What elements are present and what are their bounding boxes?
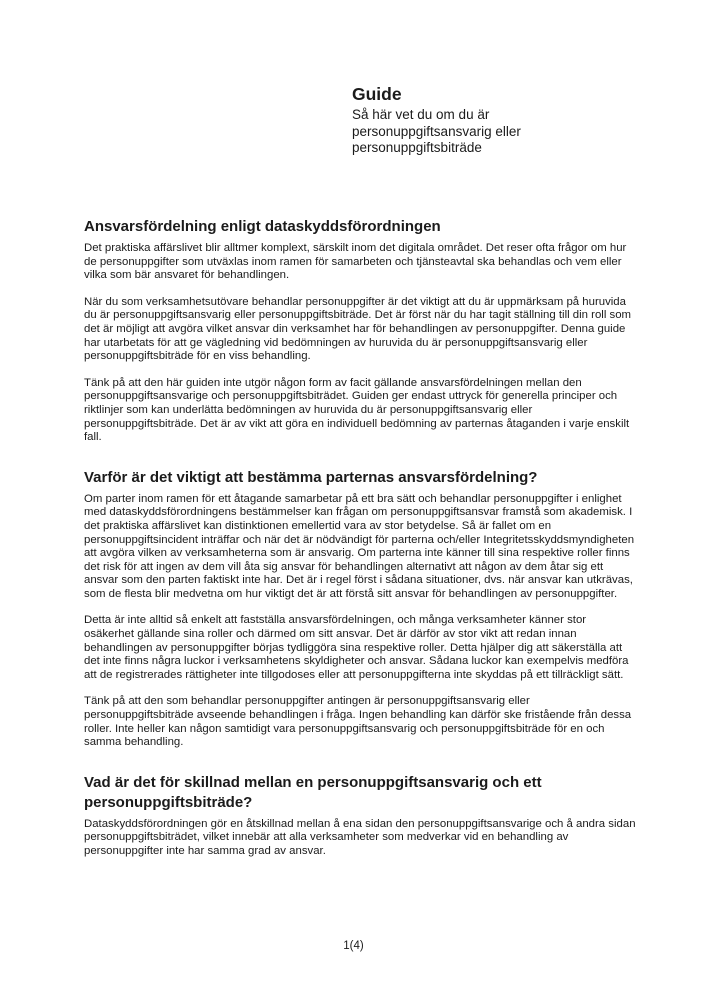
document-body xyxy=(84,217,636,859)
section-heading: Ansvarsfördelning enligt dataskyddsförordningen xyxy=(84,218,441,235)
section-varfor-viktigt xyxy=(84,468,636,750)
title-block xyxy=(352,84,567,157)
paragraph: Det praktiska affärslivet blir alltmer komplext, särskilt inom det digitala området. Det reser ofta frågor om hur de personuppgifter som utväxlas inom ramen för samarbeten och tjänsteavtal ska behandlas och vem eller vilka som bär ansvaret för behandlingen. xyxy=(84,242,627,282)
paragraph: Tänk på att den som behandlar personuppgifter antingen är personuppgiftsansvarig eller personuppgiftsbiträde avseende behandlingen i fråga. Ingen behandling kan därför ske fristående från dessa roller. Inte heller kan någon samtidigt vara personuppgiftsansvarig och personuppgiftsbiträde för en och samma behandling. xyxy=(84,695,632,749)
section-heading: Varför är det viktigt att bestämma parternas ansvarsfördelning? xyxy=(84,468,538,486)
paragraph: Om parter inom ramen för ett åtagande samarbetar på ett bra sätt och behandlar personuppgifter i enlighet med dataskyddsförordningens bestämmelser kan frågan om personuppgiftsansvar framstå som akademisk. I det praktiska affärslivet kan distinktionen emellertid vara av stor betydelse. Så är fallet om en personuppgiftsincident inträffar och när det är nödvändigt för parterna och/eller Integritetsskyddsmyndigheten att avgöra vilken av verksamheterna som är ansvarig. Om parterna inte känner till sina respektive roller finns det risk för att ingen av dem vill åta sig ansvar för behandlingen alternativt att någon av dem åtar sig ett ansvar som den parten faktiskt inte har. Det är i regel först i sådana situationer, dvs. när ansvar kan utkrävas, som de flesta blir medvetna om hur viktigt det är att förstå sitt ansvar för behandlingen av personuppgifter. xyxy=(84,492,635,600)
paragraph: Dataskyddsförordningen gör en åtskillnad mellan å ena sidan den personuppgiftsansvarige och å andra sidan personuppgiftsbiträdet, vilket innebär att alla verksamheter som medverkar vid en behandling av personuppgifter inte har samma grad av ansvar. xyxy=(84,817,636,857)
document-subtitle: Så här vet du om du är personuppgiftsansvarig eller personuppgiftsbiträde xyxy=(352,107,521,155)
paragraph: När du som verksamhetsutövare behandlar personuppgifter är det viktigt att du är uppmärksam på huruvida du är personuppgiftsansvarig eller personuppgiftsbiträde. Det är först när du har tagit ställning till din roll som det är möjligt att avgöra vilket ansvar din verksamhet har för behandlingen av personuppgifter. Denna guide har utarbetats för att ge vägledning vid bedömningen av huruvida du är personuppgiftsansvarig eller personuppgiftsbiträde för en viss behandling. xyxy=(84,295,632,363)
section-heading: Vad är det för skillnad mellan en personuppgiftsansvarig och ett personuppgiftsbiträde? xyxy=(84,773,542,811)
section-skillnad xyxy=(84,773,636,859)
paragraph: Detta är inte alltid så enkelt att fastställa ansvarsfördelningen, och många verksamheter känner stor osäkerhet gällande sina roller och därmed om sitt ansvar. Det är därför av stor vikt att redan innan behandlingen av personuppgifter börjas tydliggöra sina respektive roller. Detta hjälper dig att säkerställa att det inte finns några luckor i verksamhetens skyldigheter och ansvar. Sådana luckor kan exempelvis medföra att de registrerades rättigheter inte tillgodoses eller att personuppgifterna inte skyddas på ett tillräckligt sätt. xyxy=(84,614,629,681)
paragraph: Tänk på att den här guiden inte utgör någon form av facit gällande ansvarsfördelningen mellan den personuppgiftsansvarige och personuppgiftsbiträdet. Guiden ger endast uttryck för generella principer och riktlinjer som kan underlätta bedömningen av huruvida du är personuppgiftsansvarig eller personuppgiftsbiträde. Det är av vikt att göra en individuell bedömning av parternas åtaganden i varje enskilt fall. xyxy=(84,376,630,444)
document-title: Guide xyxy=(352,84,402,104)
section-ansvarsfordelning xyxy=(84,217,636,445)
page-number: 1(4) xyxy=(343,940,364,952)
